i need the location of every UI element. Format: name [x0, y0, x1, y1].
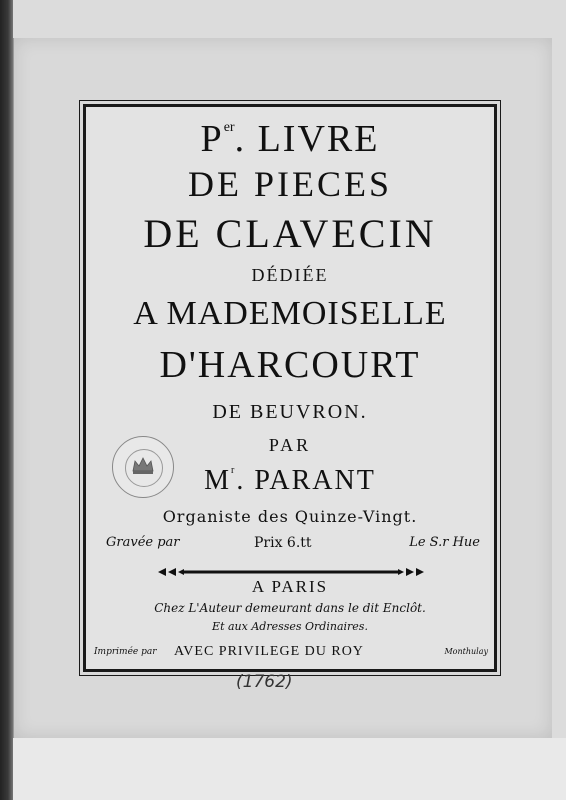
printed-by: Imprimée par — [94, 647, 157, 657]
dedicatee-line-1: A MADEMOISELLE — [133, 295, 447, 332]
title-frame — [83, 104, 497, 672]
author-role: Organiste des Quinze-Vingt. — [162, 507, 418, 526]
engraving-price-row — [106, 535, 480, 555]
title-line-1: $P^{er}$. LIVRE — [200, 118, 380, 160]
printer-name: Monthulay — [444, 647, 488, 656]
address-line-1: Chez L'Auteur demeurant dans le dit Enclôt. — [154, 601, 426, 615]
engraved-by: Gravée par — [106, 535, 180, 550]
dedication-word: DÉDIÉE — [251, 265, 329, 285]
price: Prix 6.tt — [254, 535, 312, 551]
author-line: $M^r$. PARANT — [204, 465, 376, 496]
author-sup: r — [231, 465, 237, 476]
imprint-row — [94, 644, 488, 660]
title-line-1-sup: er — [223, 120, 235, 135]
scan-background — [13, 738, 566, 800]
crown-icon — [131, 455, 155, 475]
by-word: PAR — [268, 435, 312, 455]
title-line-3: DE CLAVECIN — [143, 211, 437, 256]
title-line-2: DE PIECES — [187, 164, 392, 204]
engraver-name: Le S.r Hue — [409, 535, 480, 550]
pencil-year-annotation: (1762) — [236, 672, 293, 692]
author-prefix: M — [204, 465, 232, 496]
dedicatee-line-3: DE BEUVRON. — [212, 401, 368, 423]
address-line-2: Et aux Adresses Ordinaires. — [212, 620, 368, 633]
author-name: PARANT — [254, 465, 376, 496]
book-spine — [0, 0, 13, 800]
title-line-1-main: LIVRE — [257, 118, 380, 160]
privilege: AVEC PRIVILEGE DU ROY — [174, 644, 364, 659]
city: A PARIS — [251, 577, 329, 596]
title-line-1-prefix: P — [200, 118, 224, 160]
library-stamp — [112, 436, 174, 498]
dedicatee-line-2: D'HARCOURT — [159, 344, 421, 386]
